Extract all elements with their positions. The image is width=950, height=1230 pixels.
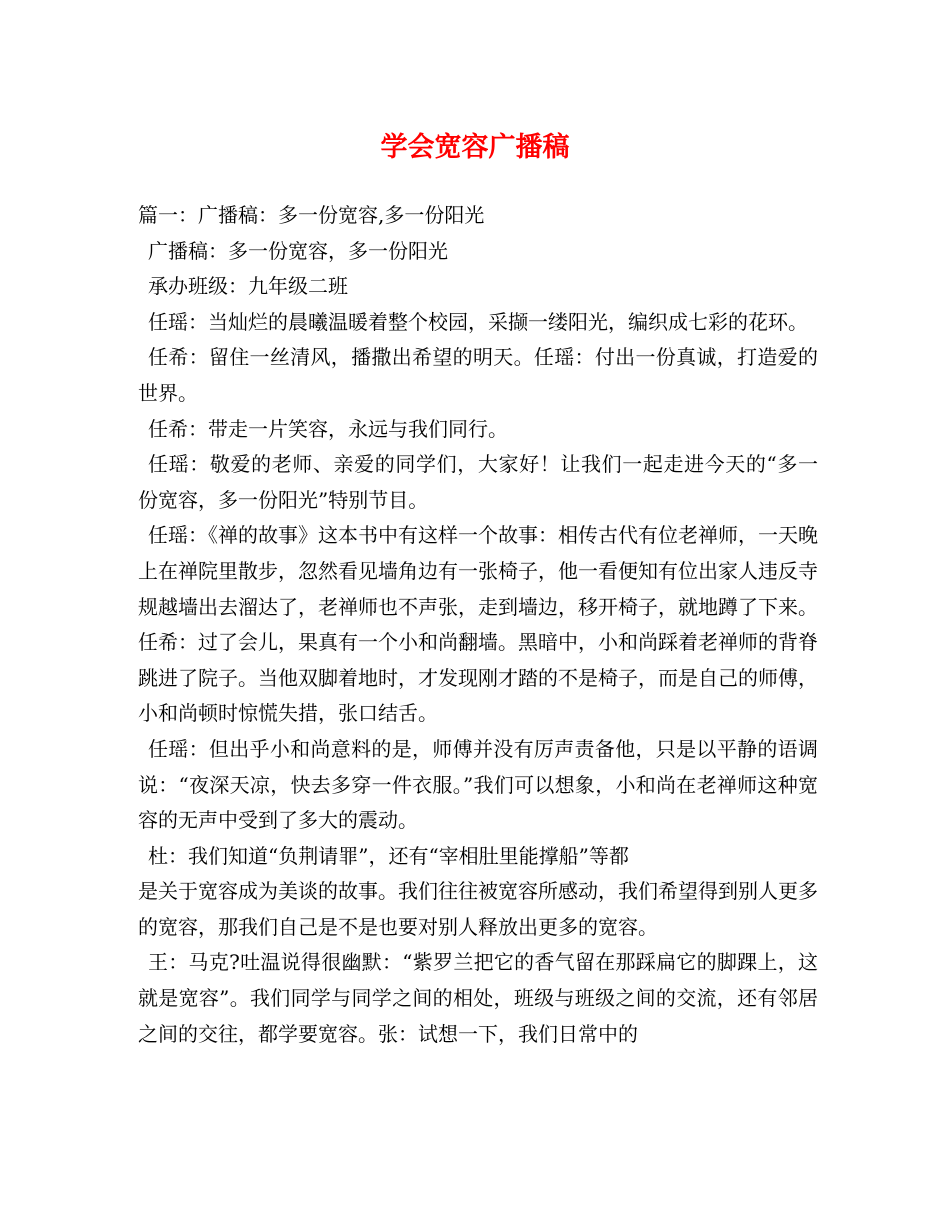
paragraph: 王：马克?吐温说得很幽默：“紫罗兰把它的香气留在那踩扁它的脚踝上，这就是宽容”。我们同学与同学之间的相处，班级与班级之间的交流，还有邻居之间的交往，都学要宽容。张：试想一下，我们日常中的 <box>138 950 818 1046</box>
paragraph: 任瑶：但出乎小和尚意料的是，师傅并没有厉声责备他，只是以平静的语调说：“夜深天凉，快去多穿一件衣服。”我们可以想象，小和尚在老禅师这种宽容的无声中受到了多大的震动。 <box>138 736 818 833</box>
paragraph: 任瑶：《禅的故事》这本书中有这样一个故事：相传古代有位老禅师，一天晚上在禅院里散步，忽然看见墙角边有一张椅子，他一看便知有位出家人违反寺规越墙出去溜达了，老禅师也不声张，走到墙边，移开椅子，就地蹲了下来。任希：过了会儿，果真有一个小和尚翻墙。黑暗中，小和尚踩着老禅师的背脊跳进了院子。当他双脚着地时，才发现刚才踏的不是椅子，而是自己的师傅，小和尚顿时惊慌失措，张口结舌。 <box>138 523 818 726</box>
paragraph: 是关于宽容成为美谈的故事。我们往往被宽容所感动，我们希望得到别人更多的宽容，那我们自己是不是也要对别人释放出更多的宽容。 <box>138 879 818 939</box>
paragraph: 任希：留住一丝清风，播撒出希望的明天。任瑶：付出一份真诚，打造爱的世界。 <box>138 345 818 405</box>
paragraph: 广播稿：多一份宽容，多一份阳光 <box>148 238 448 263</box>
paragraph: 任瑶：当灿烂的晨曦温暖着整个校园，采撷一缕阳光，编织成七彩的花环。 <box>148 309 808 334</box>
paragraph: 任希：带走一片笑容，永远与我们同行。 <box>148 416 508 441</box>
paragraph: 篇一：广播稿：多一份宽容,多一份阳光 <box>138 203 485 227</box>
document-body <box>138 198 818 1052</box>
paragraph: 杜：我们知道“负荆请罪”，还有“宰相肚里能撑船”等都 <box>148 843 629 868</box>
document-title: 学会宽容广播稿 <box>380 132 570 163</box>
paragraph: 承办班级：九年级二班 <box>148 274 348 299</box>
paragraph: 任瑶：敬爱的老师、亲爱的同学们，大家好！让我们一起走进今天的“多一份宽容，多一份阳光”特别节目。 <box>138 452 818 512</box>
